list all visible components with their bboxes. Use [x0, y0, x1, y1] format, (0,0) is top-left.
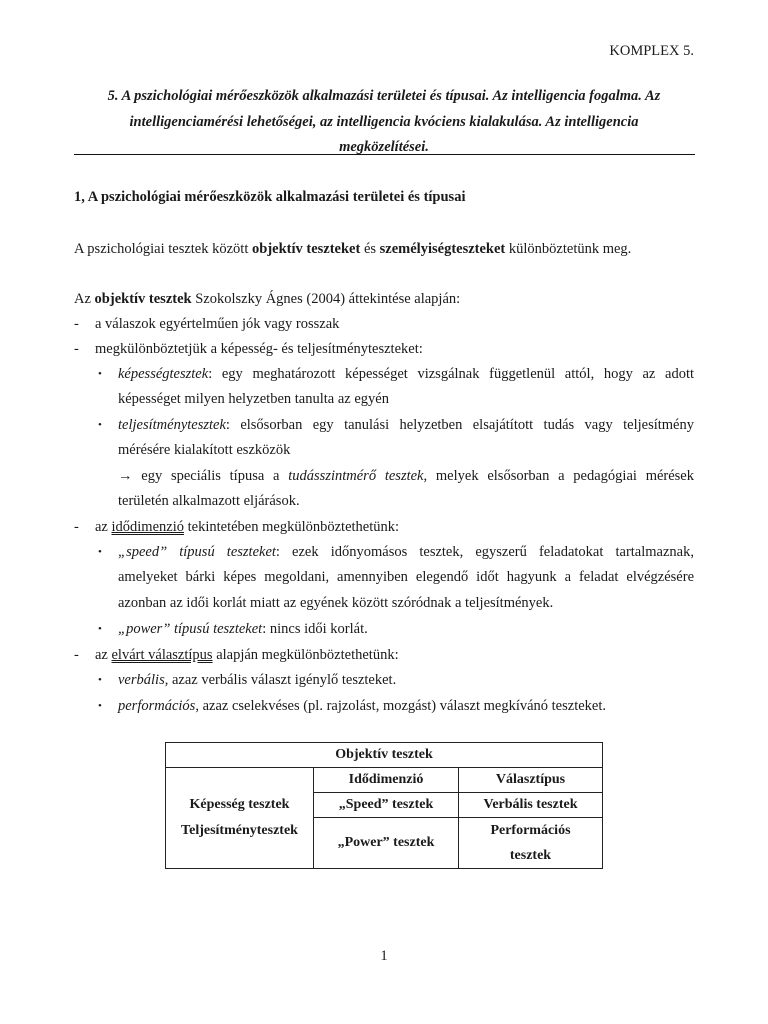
- row-label-ability: Képesség tesztek: [189, 797, 290, 812]
- bullet-line: „speed” típusú teszteket: ezek időnyomásos tesztek, egyszerű feladatokat tartalmaznak,: [118, 544, 694, 560]
- column-header-answer: Választípus: [459, 768, 603, 793]
- objective-intro: Az objektív tesztek Szokolszky Ágnes (2004) áttekintése alapján:: [74, 291, 461, 307]
- cell-speed: „Speed” tesztek: [314, 793, 459, 818]
- bullet-line: képességet milyen helyzetben tanulta az egyén: [118, 391, 389, 407]
- cell-performative: Performációs tesztek: [459, 818, 603, 869]
- bullet-icon: •: [98, 419, 102, 431]
- cell-power: „Power” tesztek: [314, 818, 459, 869]
- objective-tests-table: [165, 742, 603, 869]
- table-row-labels: [166, 768, 314, 869]
- table-title: Objektív tesztek: [166, 743, 603, 768]
- bullet-line: amelyeket bárki képes megoldani, amennyiben elegendő időt hagyunk a feladat elvégzésére: [118, 569, 694, 585]
- bullet-icon: •: [98, 546, 102, 558]
- bullet-icon: •: [98, 623, 102, 635]
- document-title: [74, 84, 694, 161]
- column-header-time: Idődimenzió: [314, 768, 459, 793]
- bullet-icon: •: [98, 368, 102, 380]
- title-line-2: intelligenciamérési lehetőségei, az intelligencia kvóciens kialakulása. Az intelligencia: [129, 113, 639, 130]
- title-line-3: megközelítései.: [339, 139, 429, 155]
- bullet-line: azonban az idői korlát miatt az egyének között szóródnak a teljesítmények.: [118, 595, 554, 611]
- bullet-icon: •: [98, 674, 102, 686]
- bullet-line: verbális, azaz verbális választ igénylő teszteket.: [118, 672, 397, 688]
- bullet-line: mérésére kialakított eszközök: [118, 442, 291, 458]
- bullet-icon: •: [98, 700, 102, 712]
- row-label-performance: Teljesítménytesztek: [181, 823, 298, 838]
- cell-verbal: Verbális tesztek: [459, 793, 603, 818]
- section-heading: 1, A pszichológiai mérőeszközök alkalmazási területei és típusai: [74, 189, 466, 205]
- bullet-line: teljesítménytesztek: elsősorban egy tanulási helyzetben elsajátított tudás vagy teljesítmény: [118, 417, 694, 433]
- running-header: KOMPLEX 5.: [609, 43, 694, 59]
- bullet-line: „power” típusú teszteket: nincs idői korlát.: [118, 621, 368, 637]
- bullet-line: képességtesztek: egy meghatározott képességet vizsgálnak függetlenül attól, hogy az adott: [118, 366, 694, 382]
- page-number: 1: [380, 948, 388, 964]
- intro-paragraph: A pszichológiai tesztek között objektív teszteket és személyiségteszteket különböztetünk meg.: [74, 241, 632, 257]
- arrow-note-line: területén alkalmazott eljárások.: [118, 493, 300, 509]
- title-divider: [74, 154, 695, 155]
- title-line-1: 5. A pszichológiai mérőeszközök alkalmazási területei és típusai. Az intelligencia fogalma. Az: [107, 88, 661, 104]
- bullet-line: performációs, azaz cselekvéses (pl. rajzolást, mozgást) választ megkívánó teszteket.: [118, 698, 607, 714]
- arrow-note: → egy speciális típusa a tudásszintmérő tesztek, melyek elsősorban a pedagógiai mérések: [118, 468, 694, 484]
